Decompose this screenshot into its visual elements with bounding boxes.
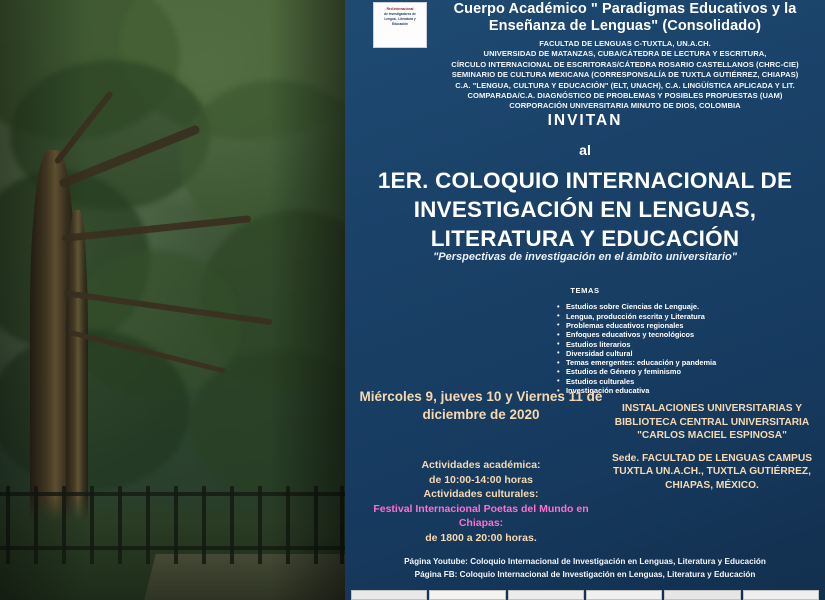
organizer-line: C.A. "LENGUA, CULTURA Y EDUCACIÓN" (ELT, UNACH), C.A. LINGÜÍSTICA APLICADA Y LIT. [455, 80, 795, 90]
sponsor-logo [429, 590, 505, 600]
topic-item: • Enfoques educativos y tecnológicos [557, 330, 825, 339]
tree-photograph [0, 0, 345, 600]
sponsor-logo [664, 590, 740, 600]
to-word: al [579, 142, 591, 158]
venue-block [607, 402, 817, 492]
organizer-line: UNIVERSIDAD DE MATANZAS, CUBA/CÁTEDRA DE LECTURA Y ESCRITURA, [483, 49, 767, 59]
sponsor-logo [508, 590, 584, 600]
facebook-link[interactable]: Página FB: Coloquio Internacional de Investigación en Lenguas, Literatura y Educación [414, 570, 756, 579]
network-logo [373, 2, 427, 48]
online-links [353, 555, 817, 581]
topic-item: • Investigación educativa [557, 386, 825, 395]
venue-campus: Sede. FACULTAD DE LENGUAS CAMPUS TUXTLA UN.A.CH., TUXTLA GUTIÉRREZ, CHIAPAS, MÉXICO. [612, 452, 812, 491]
organizer-line: SEMINARIO DE CULTURA MEXICANA (CORRESPONSALÍA DE TUXTLA GUTIÉRREZ, CHIAPAS) [451, 70, 799, 80]
sponsor-logo [743, 590, 819, 600]
info-panel [345, 0, 825, 600]
topics-list [517, 302, 825, 395]
sponsor-logo-strip [345, 590, 825, 600]
topic-item: • Temas emergentes: educación y pandemia [557, 358, 825, 367]
sponsor-logo [351, 590, 427, 600]
organizer-line: FACULTAD DE LENGUAS C-TUXTLA, UN.A.CH. [539, 39, 711, 48]
festival-name: Festival Internacional Poetas del Mundo en Chiapas: [373, 502, 589, 529]
event-subtitle: "Perspectivas de investigación en el ámbito universitario" [433, 251, 737, 263]
topic-item: • Estudios culturales [557, 377, 825, 386]
academic-activities-time: de 10:00-14:00 horas [429, 473, 533, 486]
invite-word: INVITAN [547, 112, 623, 129]
organizers-list [435, 39, 815, 112]
logo-line-4: Educación [391, 22, 409, 26]
topics-heading: TEMAS [570, 286, 600, 295]
activities-block [355, 458, 607, 545]
topic-item: • Diversidad cultural [557, 349, 825, 358]
organizer-line: CÍRCULO INTERNACIONAL DE ESCRITORAS/CÁTEDRA ROSARIO CASTELLANOS (CHRC-CIE) [451, 59, 799, 69]
sponsor-logo [586, 590, 662, 600]
academic-body-title: Cuerpo Académico " Paradigmas Educativos y la Enseñanza de Lenguas" (Consolidado) [453, 1, 797, 34]
organizer-line: CORPORACIÓN UNIVERSITARIA MINUTO DE DIOS, COLOMBIA [509, 101, 741, 111]
logo-line-2: de Investigadores de [384, 12, 416, 16]
logo-line-1: Red Internacional [386, 7, 414, 11]
event-dates: Miércoles 9, jueves 10 y Viernes 11 de diciembre de 2020 [359, 389, 603, 422]
venue-facilities: INSTALACIONES UNIVERSITARIAS Y BIBLIOTECA CENTRAL UNIVERSITARIA "CARLOS MACIEL ESPINOSA" [614, 403, 810, 441]
topic-item: • Problemas educativos regionales [557, 321, 825, 330]
organizers-block [435, 0, 815, 112]
academic-activities-label: Actividades académica: [421, 459, 541, 471]
festival-time: de 1800 a 20:00 horas. [425, 531, 537, 544]
topic-item: • Estudios de Género y feminismo [557, 367, 825, 376]
topic-item: • Lengua, producción escrita y Literatura [557, 312, 825, 321]
photo-vignette [0, 0, 345, 600]
youtube-link[interactable]: Página Youtube: Coloquio Internacional de Investigación en Lenguas, Literatura y Educación [404, 557, 766, 566]
topic-item: • Estudios literarios [557, 340, 825, 349]
logo-line-3: Lengua , Literatura y [384, 17, 416, 21]
cultural-activities-label: Actividades culturales: [423, 488, 539, 500]
organizer-line: COMPARADA/C.A. DIAGNÓSTICO DE PROBLEMAS Y POSIBLES PROPUESTAS (UAM) [467, 91, 783, 101]
topic-item: • Estudios sobre Ciencias de Lenguaje. [557, 302, 825, 311]
event-title: 1ER. COLOQUIO INTERNACIONAL DE INVESTIGACIÓN EN LENGUAS, LITERATURA Y EDUCACIÓN [377, 168, 793, 251]
